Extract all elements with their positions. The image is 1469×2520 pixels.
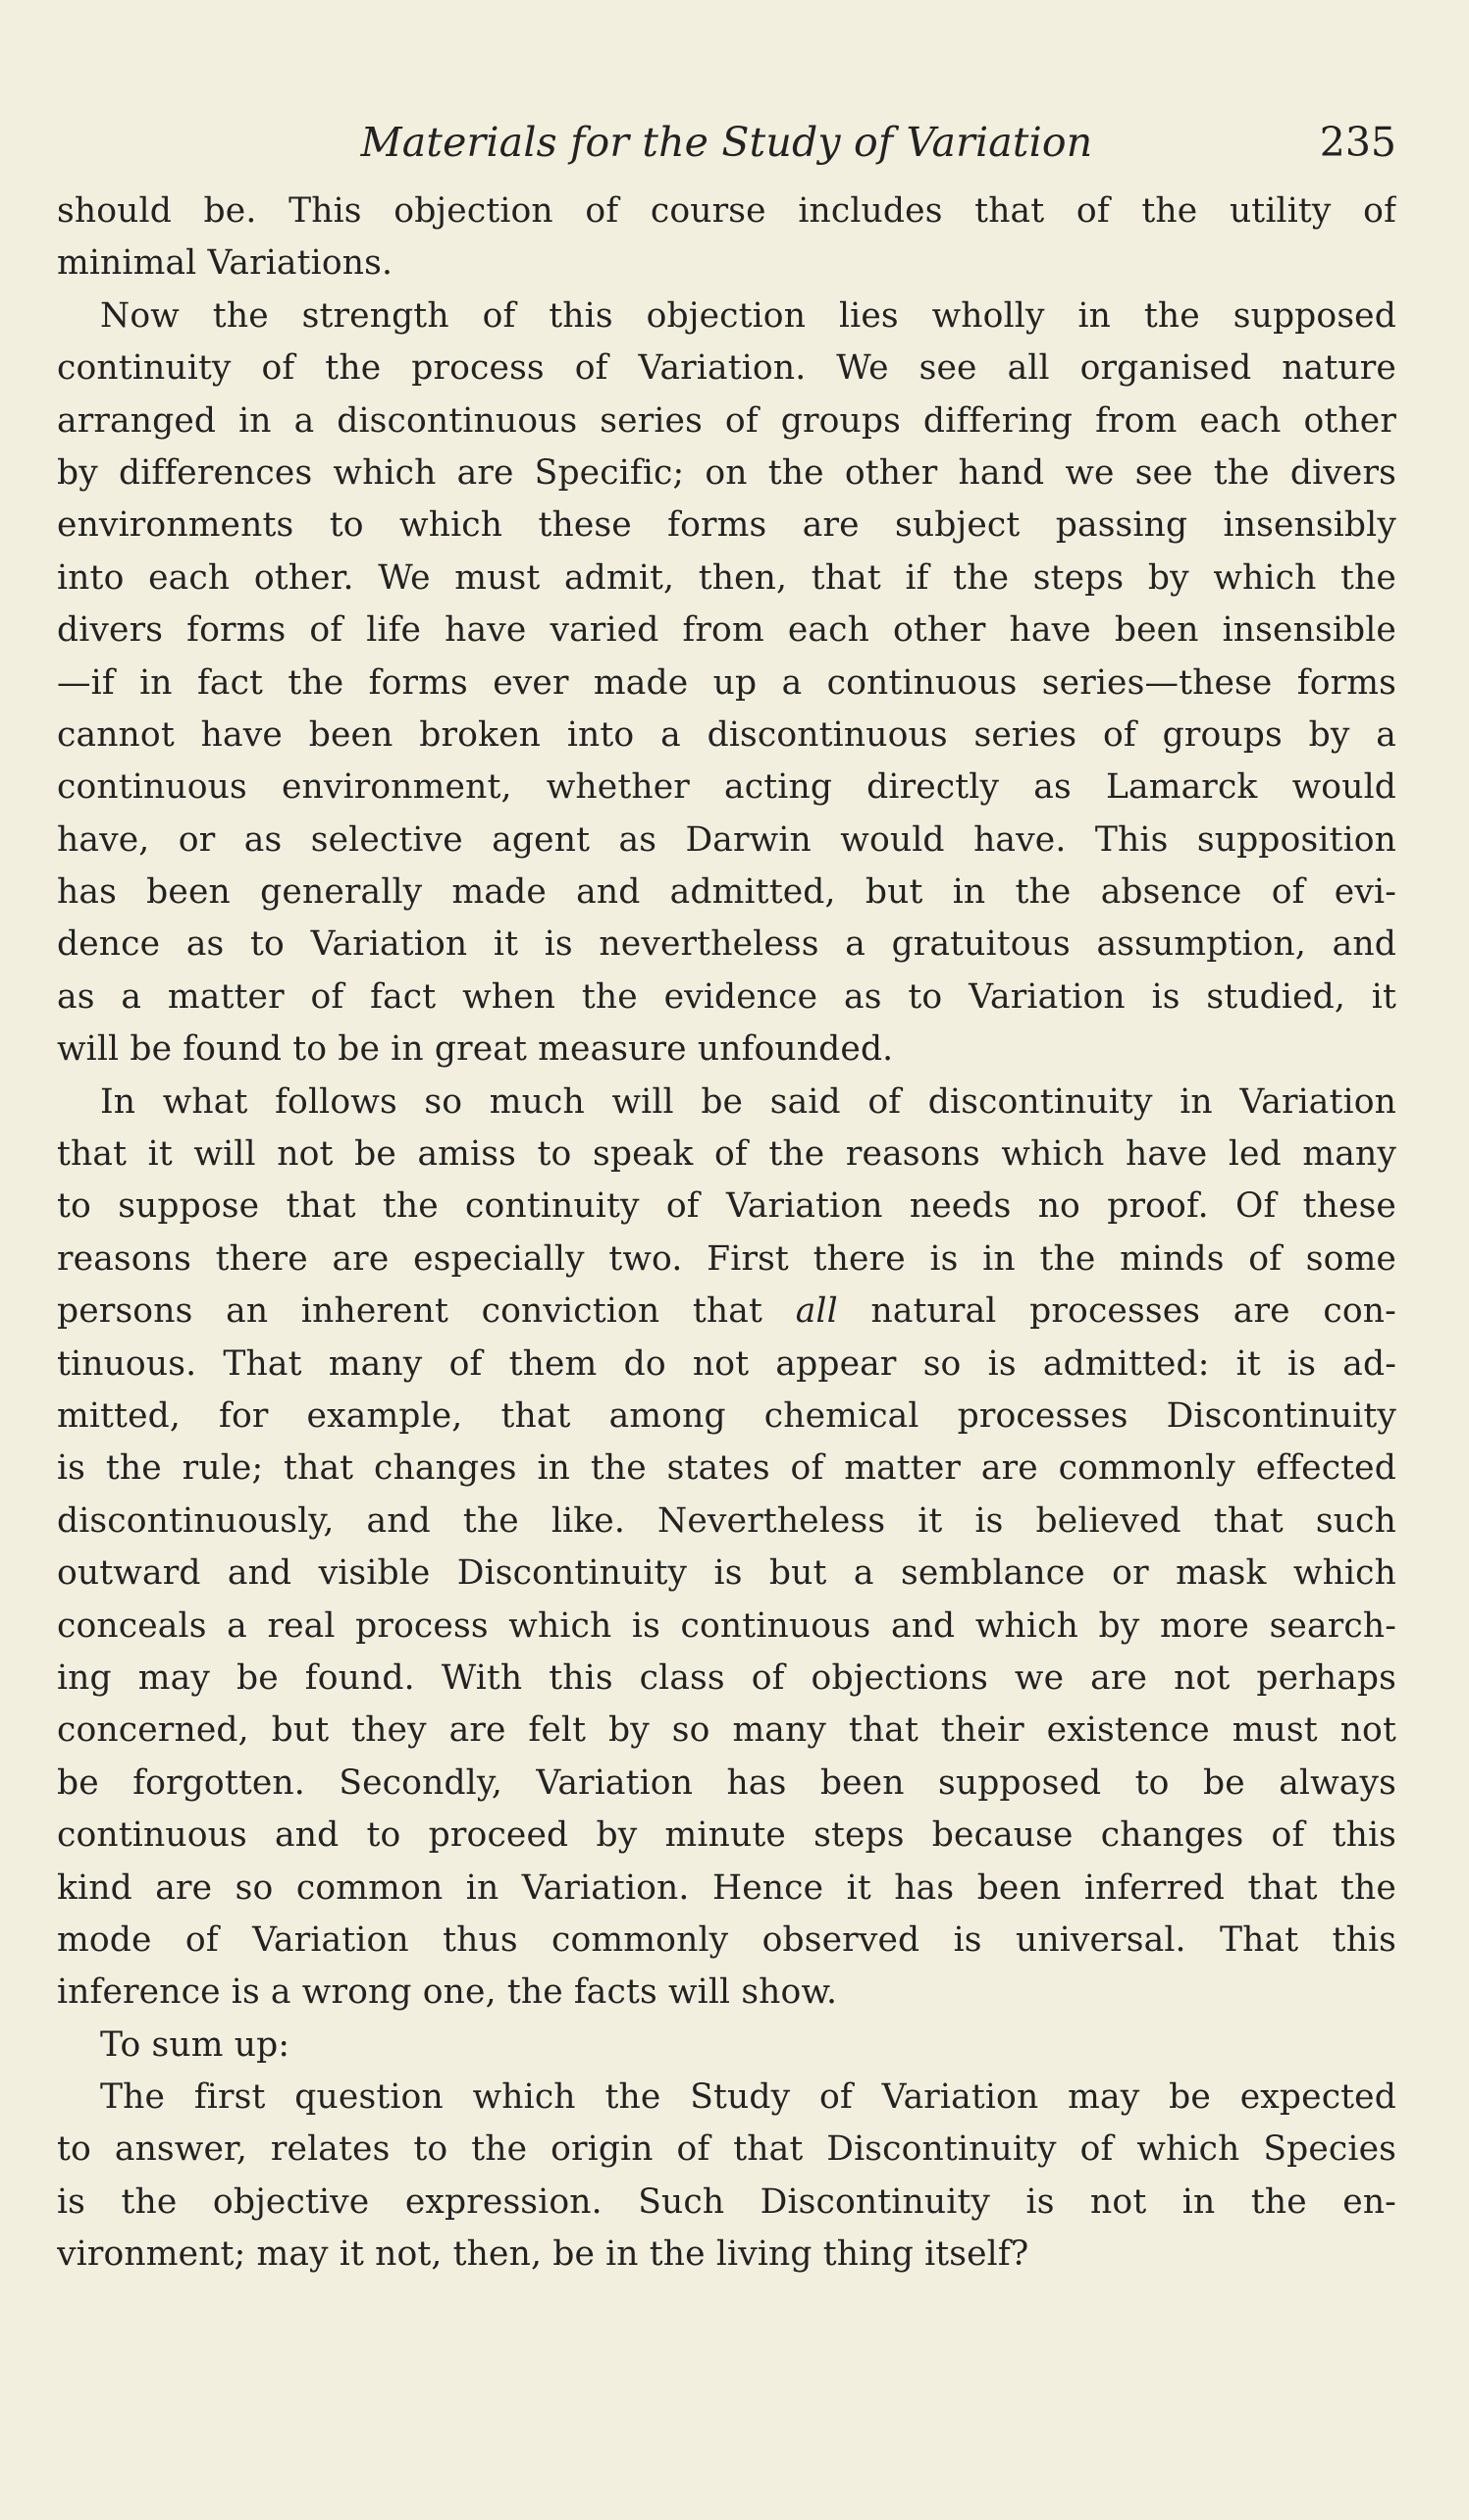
- body-text: [57, 185, 1396, 2282]
- running-title: Materials for the Study of Variation: [360, 119, 1093, 166]
- text-line: concerned, but they are felt by so many that their existence must not: [57, 1710, 1396, 1751]
- text-line: kind are so common in Variation. Hence it has been inferred that the: [57, 1867, 1396, 1908]
- text-line: minimal Variations.: [57, 243, 393, 284]
- text-line: discontinuously, and the like. Nevertheless it is believed that such: [57, 1500, 1396, 1541]
- text-line: that it will not be amiss to speak of the reasons which have led many: [57, 1134, 1396, 1175]
- text-line: vironment; may it not, then, be in the living thing itself?: [57, 2234, 1029, 2275]
- text-line: continuous and to proceed by minute steps because changes of this: [57, 1815, 1396, 1856]
- text-line: dence as to Variation it is nevertheless a gratuitous assumption, and: [57, 924, 1396, 965]
- text-line: ing may be found. With this class of objections we are not perhaps: [57, 1657, 1396, 1698]
- text-line: To sum up:: [100, 2024, 290, 2065]
- text-line: reasons there are especially two. First there is in the minds of some: [57, 1238, 1396, 1279]
- emphasis: all: [795, 1291, 838, 1332]
- text-line: inference is a wrong one, the facts will show.: [57, 1972, 838, 2013]
- text-line: arranged in a discontinuous series of groups differing from each other: [57, 400, 1396, 441]
- text-line: conceals a real process which is continuous and which by more search-: [57, 1605, 1396, 1646]
- text-line: Now the strength of this objection lies wholly in the supposed: [100, 295, 1396, 336]
- text-line: continuous environment, whether acting directly as Lamarck would: [57, 767, 1396, 808]
- text-line: will be found to be in great measure unfounded.: [57, 1029, 894, 1070]
- text-line: should be. This objection of course includes that of the utility of: [57, 191, 1396, 231]
- text-line: The first question which the Study of Variation may be expected: [100, 2077, 1396, 2118]
- text-line: is the objective expression. Such Discontinuity is not in the en-: [57, 2181, 1396, 2222]
- text-line: has been generally made and admitted, but in the absence of evi-: [57, 872, 1396, 913]
- text-line: to answer, relates to the origin of that Discontinuity of which Species: [57, 2129, 1396, 2170]
- text-line: cannot have been broken into a discontinuous series of groups by a: [57, 714, 1396, 755]
- text-line: be forgotten. Secondly, Variation has been supposed to be always: [57, 1762, 1396, 1803]
- text-line: into each other. We must admit, then, that if the steps by which the: [57, 557, 1396, 598]
- text-line: to suppose that the continuity of Variation needs no proof. Of these: [57, 1186, 1396, 1227]
- text-line: —if in fact the forms ever made up a continuous series—these forms: [57, 662, 1396, 703]
- text-line: by differences which are Specific; on the other hand we see the divers: [57, 452, 1396, 493]
- running-head: [57, 103, 1396, 182]
- text-line: continuity of the process of Variation. We see all organised nature: [57, 348, 1396, 389]
- text-line: mitted, for example, that among chemical processes Discontinuity: [57, 1395, 1396, 1436]
- text-line: persons an inherent conviction that all natural processes are con-: [57, 1291, 1396, 1332]
- text-line: In what follows so much will be said of discontinuity in Variation: [100, 1081, 1396, 1122]
- text-line: outward and visible Discontinuity is but a semblance or mask which: [57, 1553, 1396, 1594]
- text-line: mode of Variation thus commonly observed is universal. That this: [57, 1919, 1396, 1960]
- text-line: as a matter of fact when the evidence as to Variation is studied, it: [57, 976, 1396, 1017]
- text-line: have, or as selective agent as Darwin would have. This supposition: [57, 819, 1396, 860]
- page-number: 235: [1319, 119, 1396, 166]
- book-page: [57, 103, 1396, 2282]
- text-line: divers forms of life have varied from each other have been insensible: [57, 610, 1396, 651]
- text-line: is the rule; that changes in the states of matter are commonly effected: [57, 1448, 1396, 1489]
- text-line: environments to which these forms are subject passing insensibly: [57, 505, 1396, 546]
- text-line: tinuous. That many of them do not appear so is admitted: it is ad-: [57, 1343, 1396, 1384]
